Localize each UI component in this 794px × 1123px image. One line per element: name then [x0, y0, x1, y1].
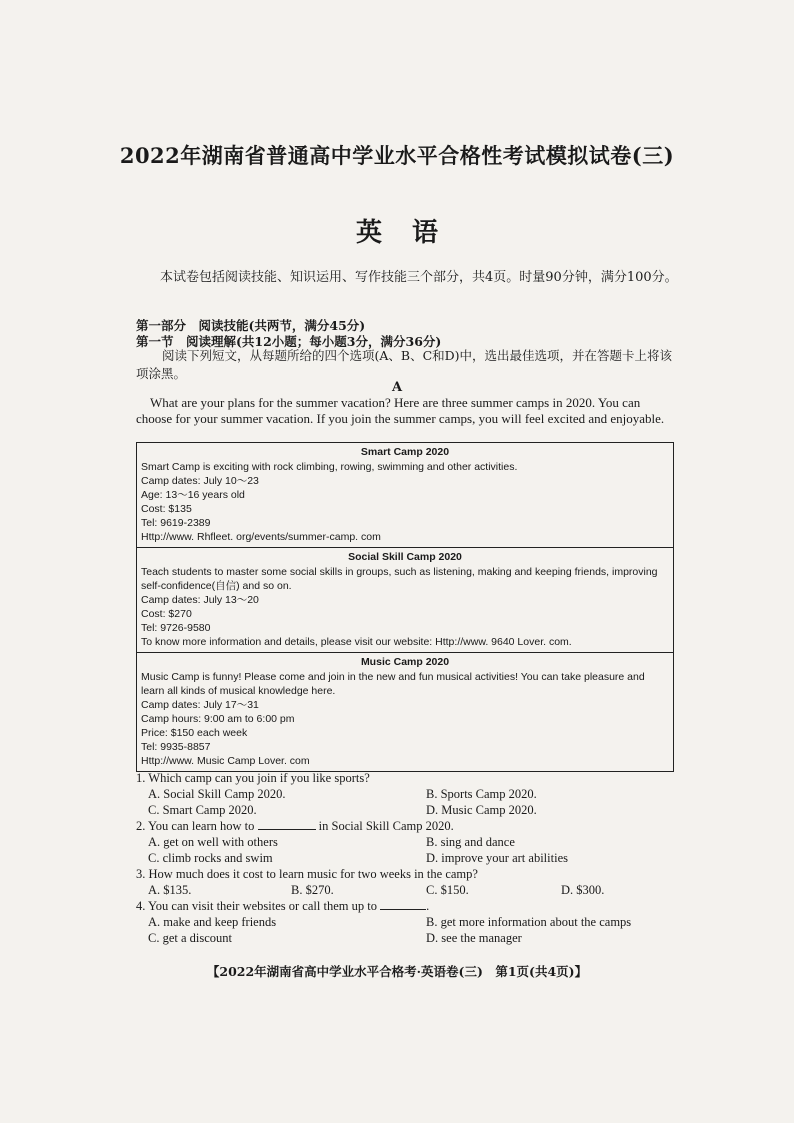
exam-title: 2022年湖南省普通高中学业水平合格性考试模拟试卷(三): [119, 143, 675, 168]
option-b: B. $270.: [291, 883, 334, 897]
camps-table: [136, 442, 674, 772]
option-c: C. Smart Camp 2020.: [148, 803, 257, 817]
camp-age: Age: 13～16 years old: [141, 489, 245, 501]
camp-website: To know more information and details, please visit our website: Http://www. 9640 Lover. com.: [141, 636, 572, 648]
camp-description: Teach students to master some social skills in groups, such as listening, making and keeping friends, improving self-confidence(自信) and so on.: [141, 566, 658, 592]
subject-heading: 英语: [355, 218, 468, 248]
option-c: C. $150.: [426, 883, 469, 897]
option-a: A. make and keep friends: [148, 915, 277, 929]
question-stem: 3. How much does it cost to learn music for two weeks in the camp?: [136, 867, 478, 881]
option-c: C. climb rocks and swim: [148, 851, 273, 865]
section1-heading: 第一节 阅读理解(共12小题；每小题3分，满分36分): [136, 334, 442, 349]
answer-blank: [258, 829, 316, 830]
camp-tel: Tel: 9619-2389: [141, 517, 211, 529]
camp-box-music: [137, 653, 673, 771]
options-row: [136, 834, 676, 850]
camp-name: Smart Camp 2020: [360, 446, 450, 458]
question-stem-start: 2. You can learn how to: [136, 819, 255, 833]
camp-description: Music Camp is funny! Please come and join in the new and fun musical activities! You can take pleasure and learn all kinds of musical knowledge here.: [141, 671, 645, 697]
option-c: C. get a discount: [148, 931, 233, 945]
camp-cost: Cost: $270: [141, 608, 192, 620]
question-stem-start: 4. You can visit their websites or call them up to: [136, 899, 377, 913]
answer-blank: [380, 909, 426, 910]
question-stem-end: in Social Skill Camp 2020.: [318, 819, 454, 833]
options-row: [136, 930, 676, 946]
camp-tel: Tel: 9726-9580: [141, 622, 211, 634]
passage-label: A: [391, 380, 403, 395]
camp-cost: Cost: $135: [141, 503, 192, 515]
option-d: D. $300.: [561, 883, 605, 897]
option-a: A. $135.: [148, 883, 192, 897]
option-d: D. Music Camp 2020.: [426, 803, 537, 817]
exam-intro: 本试卷包括阅读技能、知识运用、写作技能三个部分，共4页。时量90分钟，满分100分。: [160, 270, 678, 285]
question-stem: [136, 818, 676, 834]
option-d: D. improve your art abilities: [426, 851, 568, 865]
camp-name: Music Camp 2020: [360, 656, 450, 668]
part1-heading: 第一部分 阅读技能(共两节，满分45分): [136, 318, 366, 333]
camp-box-social-skill: [137, 548, 673, 653]
camp-dates: Camp dates: July 17～31: [141, 699, 259, 711]
camp-description: Smart Camp is exciting with rock climbing, rowing, swimming and other activities.: [141, 461, 518, 473]
camp-name: Social Skill Camp 2020: [348, 551, 462, 563]
camp-dates: Camp dates: July 10～23: [141, 475, 259, 487]
options-row: [136, 882, 676, 898]
options-row: [136, 850, 676, 866]
option-a: A. get on well with others: [148, 835, 278, 849]
passage-intro: What are your plans for the summer vacation? Here are three summer camps in 2020. You can choose for your summer vacation. If you join the summer camps, you will feel excited and enjoyable.: [136, 395, 665, 426]
camp-hours: Camp hours: 9:00 am to 6:00 pm: [141, 713, 295, 725]
option-a: A. Social Skill Camp 2020.: [148, 787, 286, 801]
camp-price: Price: $150 each week: [141, 727, 248, 739]
options-row: [136, 786, 676, 802]
question-stem-end: .: [426, 899, 430, 913]
camp-box-smart: [137, 443, 673, 548]
option-b: B. get more information about the camps: [426, 915, 632, 929]
option-d: D. see the manager: [426, 931, 522, 945]
reading-instruction: 阅读下列短文，从每题所给的四个选项(A、B、C和D)中，选出最佳选项，并在答题卡上将该项涂黑。: [136, 348, 673, 381]
questions-block: [136, 770, 676, 946]
question-stem: 1. Which camp can you join if you like sports?: [136, 771, 370, 785]
question-stem: [136, 898, 676, 914]
camp-website: Http://www. Rhfleet. org/events/summer-camp. com: [141, 531, 381, 543]
options-row: [136, 802, 676, 818]
camp-dates: Camp dates: July 13～20: [141, 594, 259, 606]
camp-tel: Tel: 9935-8857: [141, 741, 211, 753]
options-row: [136, 914, 676, 930]
camp-website: Http://www. Music Camp Lover. com: [141, 755, 310, 767]
option-b: B. sing and dance: [426, 835, 515, 849]
option-b: B. Sports Camp 2020.: [426, 787, 537, 801]
page-footer: 【2022年湖南省高中学业水平合格考·英语卷(三) 第1页(共4页)】: [206, 964, 588, 979]
